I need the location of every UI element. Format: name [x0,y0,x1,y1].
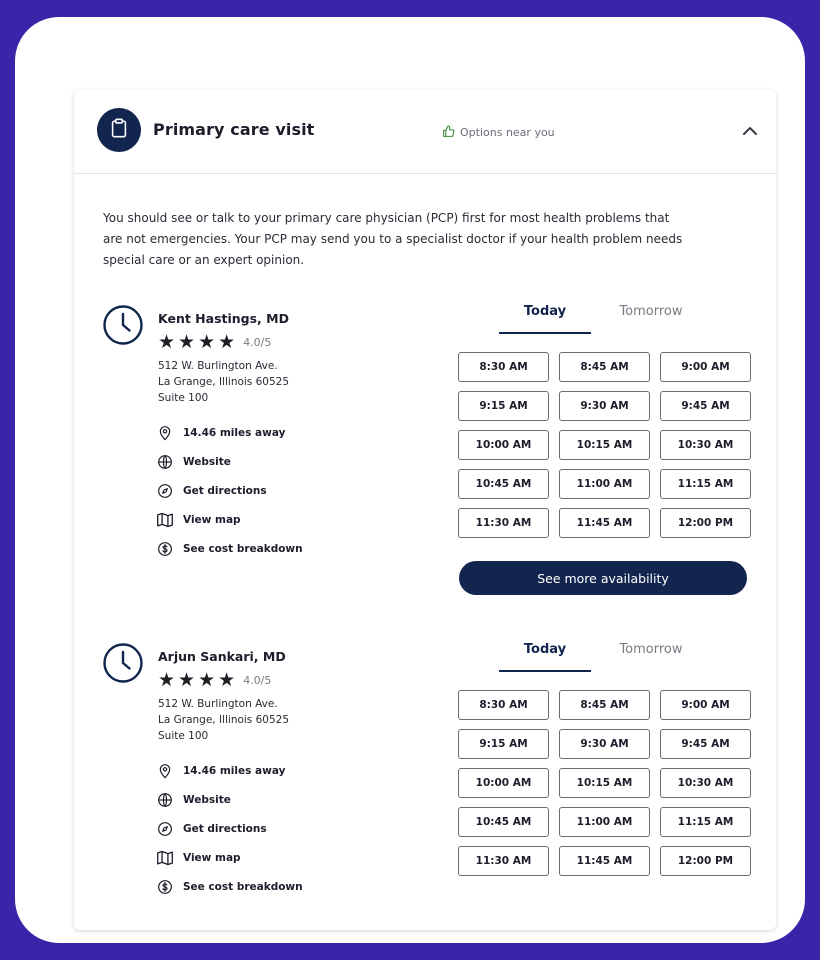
cost-breakdown-link[interactable] [156,872,303,901]
rating-value: 4.0/5 [243,674,272,687]
address-line: Suite 100 [158,392,209,404]
address-line: La Grange, Illinois 60525 [158,714,290,726]
address-line: Suite 100 [158,730,209,742]
view-map-label: View map [183,513,241,526]
view-map-label: View map [183,851,241,864]
primary-care-card [74,90,776,930]
tab-today[interactable]: Today [499,304,591,334]
slot-row [458,690,751,720]
globe-icon [156,791,174,809]
address-line: 512 W. Burlington Ave. [158,360,278,372]
time-slot-button[interactable]: 11:15 AM [660,469,751,499]
location-pin-icon [156,424,174,442]
slot-row [458,391,751,421]
time-slot-button[interactable]: 12:00 PM [660,508,751,538]
outer-frame [15,17,805,943]
see-more-availability-button[interactable]: See more availability [459,561,747,595]
time-slot-button[interactable]: 9:00 AM [660,690,751,720]
star-icon: ★ [178,669,196,691]
directions-link[interactable] [156,476,303,505]
dollar-icon [156,878,174,896]
doctor-links [156,756,303,901]
star-icon: ★ [218,331,236,353]
compass-icon [156,820,174,838]
distance-label: 14.46 miles away [183,764,286,777]
directions-link[interactable] [156,814,303,843]
cost-breakdown-link[interactable] [156,534,303,563]
website-label: Website [183,455,231,468]
time-slot-button[interactable]: 9:15 AM [458,729,549,759]
distance-info [156,418,303,447]
globe-icon [156,453,174,471]
day-tabs [499,304,709,334]
slot-row [458,508,751,538]
star-icon: ★ [178,331,196,353]
options-label: Options near you [460,126,555,139]
doctor-name[interactable]: Kent Hastings, MD [158,311,289,326]
slot-row [458,807,751,837]
time-slot-button[interactable]: 8:30 AM [458,352,549,382]
location-pin-icon [156,762,174,780]
time-slot-button[interactable]: 9:45 AM [660,729,751,759]
slot-row [458,469,751,499]
distance-info [156,756,303,785]
website-label: Website [183,793,231,806]
doctor-card [74,304,776,604]
time-slot-button[interactable]: 9:00 AM [660,352,751,382]
star-icon: ★ [198,669,216,691]
distance-label: 14.46 miles away [183,426,286,439]
view-map-link[interactable] [156,505,303,534]
time-slot-button[interactable]: 10:15 AM [559,768,650,798]
options-near-you [442,123,555,142]
star-icon: ★ [198,331,216,353]
clock-icon [102,304,144,346]
view-map-link[interactable] [156,843,303,872]
clipboard-icon [108,117,130,143]
directions-label: Get directions [183,484,267,497]
compass-icon [156,482,174,500]
chevron-up-icon [742,121,758,140]
doctor-address [158,696,289,744]
time-slot-button[interactable]: 11:45 AM [559,846,650,876]
time-slot-button[interactable]: 10:30 AM [660,768,751,798]
rating-stars [158,671,271,690]
directions-label: Get directions [183,822,267,835]
rating-stars [158,333,271,352]
slot-row [458,430,751,460]
dollar-icon [156,540,174,558]
star-icon: ★ [158,669,176,691]
card-title: Primary care visit [153,120,315,139]
time-slot-button[interactable]: 8:45 AM [559,352,650,382]
time-slot-button[interactable]: 10:30 AM [660,430,751,460]
time-slot-button[interactable]: 9:30 AM [559,729,650,759]
star-icon: ★ [218,669,236,691]
cost-breakdown-label: See cost breakdown [183,880,303,893]
doctor-links [156,418,303,563]
header-badge [97,108,141,152]
tab-tomorrow[interactable]: Tomorrow [619,642,683,657]
time-slots [458,352,751,547]
doctor-card [74,642,776,942]
time-slot-button[interactable]: 10:15 AM [559,430,650,460]
time-slot-button[interactable]: 8:45 AM [559,690,650,720]
time-slot-button[interactable]: 9:15 AM [458,391,549,421]
website-link[interactable] [156,785,303,814]
slot-row [458,768,751,798]
time-slot-button[interactable]: 11:00 AM [559,807,650,837]
address-line: 512 W. Burlington Ave. [158,698,278,710]
clock-icon [102,642,144,684]
time-slot-button[interactable]: 10:00 AM [458,430,549,460]
intro-text: You should see or talk to your primary care physician (PCP) first for most health problems that are not emergencies. Your PCP may send you to a specialist doctor if your health problem needs special care or an expert opinion. [103,211,683,267]
doctor-name[interactable]: Arjun Sankari, MD [158,649,286,664]
card-header [74,90,776,174]
rating-value: 4.0/5 [243,336,272,349]
website-link[interactable] [156,447,303,476]
time-slot-button[interactable]: 11:15 AM [660,807,751,837]
time-slot-button[interactable]: 11:00 AM [559,469,650,499]
thumbs-up-icon [442,123,455,142]
time-slot-button[interactable]: 9:30 AM [559,391,650,421]
time-slot-button[interactable]: 8:30 AM [458,690,549,720]
time-slot-button[interactable]: 10:45 AM [458,469,549,499]
day-tabs [499,642,709,672]
time-slot-button[interactable]: 11:45 AM [559,508,650,538]
address-line: La Grange, Illinois 60525 [158,376,290,388]
map-icon [156,849,174,867]
doctor-address [158,358,289,406]
time-slot-button[interactable]: 11:30 AM [458,508,549,538]
time-slot-button[interactable]: 12:00 PM [660,846,751,876]
cost-breakdown-label: See cost breakdown [183,542,303,555]
star-icon: ★ [158,331,176,353]
map-icon [156,511,174,529]
time-slot-button[interactable]: 9:45 AM [660,391,751,421]
tab-tomorrow[interactable]: Tomorrow [619,304,683,319]
time-slots [458,690,751,885]
tab-today[interactable]: Today [499,642,591,672]
slot-row [458,846,751,876]
time-slot-button[interactable]: 11:30 AM [458,846,549,876]
time-slot-button[interactable]: 10:45 AM [458,807,549,837]
slot-row [458,352,751,382]
collapse-button[interactable] [738,120,762,140]
slot-row [458,729,751,759]
time-slot-button[interactable]: 10:00 AM [458,768,549,798]
